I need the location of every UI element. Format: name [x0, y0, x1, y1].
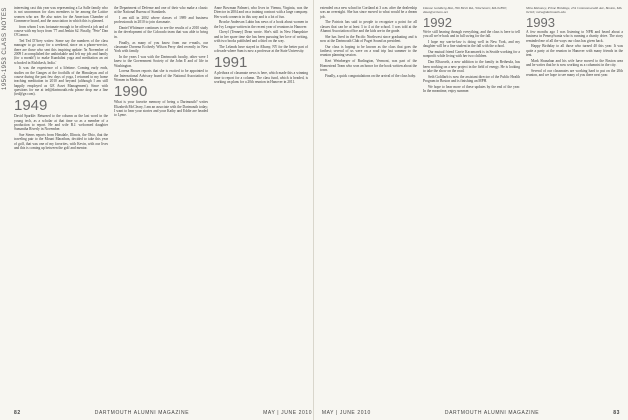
paragraph: A few months ago I was listening to NPR and heard about a business in Pennsylvania who is running a charity drive. The story reminded me of all the ways our class has given back.: [526, 30, 623, 43]
paragraph: Daniel Whitmore continues to see the results of a 2010 study in the development of the Colorado team that was able to bring in.: [114, 26, 208, 39]
paragraph: extended on a new school in Cortland at 3 a.m. after the dealership was an overnight. She has since moved to what would be a dream job.: [320, 6, 417, 19]
paragraph: the Department of Defense and one of their who make a classic at the National Bureau of Standards.: [114, 6, 208, 15]
right-columns: [320, 6, 623, 404]
paragraph: I hope my son-in-law is doing well in New York, and my daughter will be a fine student in the fall with the school.: [423, 40, 520, 49]
class-secretary-contact: Mira Mahoney, Prime Holdings, 234 Commonwealth Ave, Boston, MA 02116; mira@dartmouth.edu: [526, 6, 622, 14]
paragraph: interesting cast this year was representing a La Salle family who is not uncommon for class members to be among the Lattice women who are. He also notes for the American Chamber of Commerce board, and the association in which this is planned.: [14, 6, 108, 23]
paragraph: Cheryl (Tenney) Dean wrote. She's still in New Hampshire and in her spare time she has been pursuing her love of writing, with two books published and a third on the way.: [214, 30, 308, 44]
side-tab-label: 1950-1953 CLASS NOTES: [2, 7, 8, 90]
paragraph: I am still in 2002 where classes of 1989 and business professionals in 2010 to join classmate.: [114, 16, 208, 25]
class-year-heading: 1991: [214, 54, 248, 72]
paragraph: The Patriots has said to people to recognize a point for all classes that can be at least 3 to 4 at the school. I was told at the Alumni Association office and the kids are in the grade.: [320, 20, 417, 33]
paragraph: Our mutual friend Carrie Kaczmarek is in Seattle working for a nonprofit while living with her two children.: [423, 50, 520, 59]
side-tab: [1, 6, 11, 92]
paragraph: Ted Ted D'Arey writes: Some say the numbers of the class manager to go away for a weekend, since on a phone-service, there are those who sent this inspiring update: 'In November of 2009 I accomplished the unthinkable and left my job and family (for a month!) to make Kundalini yoga and meditation an art schooled in Rishikesh, India.': [14, 39, 108, 65]
column: [320, 6, 417, 404]
column: [423, 6, 520, 404]
paragraph: Sue Sterns reports from Hinsdale, Illinois, the Ohio, that the traveling pair to the Mount Marathon, decided to take this year of golf, that was one of my favorites, with Kevin, with our lives and this is coming up between the golf and mentor.: [14, 133, 108, 151]
paragraph: We're still hearing through everything, and the class is here to tell you all we're back and in full swing for the fall.: [423, 30, 520, 39]
page-footer: [14, 410, 312, 416]
publication-name: DARTMOUTH ALUMNI MAGAZINE: [94, 410, 190, 416]
issue-date: MAY | JUNE 2010: [321, 410, 371, 416]
class-year-heading: 1992: [423, 15, 452, 30]
issue-date: MAY | JUNE 2010: [263, 410, 313, 416]
paragraph: Keri Weinberger of Burlington, Vermont, was part of the Homestead Team who won an honor for the book written about the town.: [320, 59, 417, 72]
page-number: 83: [613, 410, 620, 416]
paragraph: Our class is hoping to be known as the class that goes the farthest; several of us were on a road trip last summer to the reunion planning session.: [320, 44, 417, 58]
paragraph: What is your favorite memory of being a Dartmouth? writes Elizabeth McCleary, I am an associate with the Dartmouth today; I want to hear your stories and your Kathy and Eddie are headed to Lyme.: [114, 100, 208, 118]
paragraph: Brooke Anderson Lubin has news of a book about women in the Ivy League written in the recent year of reunions in Hanover.: [214, 20, 308, 29]
paragraph: It was the experience of a lifetime. Coming early ends, studies on the Ganges at the foothills of the Himalayas and of course during the past few days of yoga, I returned to my home teaching meditation in 2010 and beyond (although I am still happily employed as GE Asset Management). Since with questions for me at ted@dartmouth.edu please drop me a line (ted@ge.com).: [14, 66, 108, 97]
page-footer: [322, 410, 620, 416]
class-year-heading: 1949: [14, 97, 48, 115]
class-secretary-contact: Dianne Goldberg Mai, 396 Birch Rd., Winchester, MA 01890; dmai@verizon.net: [423, 6, 507, 14]
paragraph: Finally, a quick congratulations on the arrival of the class baby.: [325, 73, 416, 78]
paragraph: The Lelands have stayed in Albany, NY for the better part of a decade where Sam is now a professor at the State University.: [214, 44, 308, 54]
paragraph: Lorena Brown reports that she is excited to be appointed to the International Advisory board of the National Association of Women in Medicine.: [114, 69, 208, 82]
paragraph: In the years I was with the Dartmouth faculty, other were I knew to the Government Society of the John E and of life in Washington.: [114, 54, 208, 68]
paragraph: We hope to hear more of these updates by the end of the year. In the meantime, enjoy summer.: [423, 84, 520, 94]
publication-name: DARTMOUTH ALUMNI MAGAZINE: [444, 410, 540, 416]
paragraph: David Sparkle: Returned to the column as the last word in the young tech, as a scholar at that time so as a member of a production to report. He and wife B.J. welcomed daughter Samantha Riverly in November.: [14, 114, 108, 132]
class-year-heading: 1993: [526, 15, 555, 30]
paragraph: Mark Shanahan and his wife have moved to the Boston area and he writes that he is now working as a columnist in the city.: [526, 58, 623, 68]
page-number: 82: [14, 410, 21, 416]
paragraph: Anne Bowman Palmeri, who lives in Vienna, Virginia, was the Director in 2004 and on a training contract with a large company. Her work connects in this way and is a lot of fun.: [214, 6, 308, 19]
left-columns: [14, 6, 308, 404]
column: [214, 6, 308, 404]
class-year-heading: 1990: [114, 83, 148, 101]
paragraph: from whom I was fortunate enough to be offered a job and of course with my boys from '77 and Jenkin 62. Finally, ''Pete'' Dan O'Connor.: [14, 24, 108, 38]
paragraph: Dan Ellsworth, a new addition to the family in Bethesda, has been working on a new project in the field of energy. He is looking to take the show on the road.: [423, 60, 520, 73]
paragraph: Several of our classmates are working hard to put on the 20th reunion, and we hope to see many of you there next year.: [526, 68, 623, 78]
column: [114, 6, 208, 404]
paragraph: She has lived in the Pacific Northwest since graduating and is now at the Dartmouth Club of Puget Sound as president.: [320, 34, 417, 44]
paragraph: Finally, as many of you know from our e-mails, our classmate Dorrena Eccherly Wilson Perry died recently in New York with family.: [114, 40, 208, 54]
paragraph: A plethora of classmate news is here, which made this a winning time to report for a column. The class fund, which is headed, is working on plans for a 20th reunion in Hanover in 2011.: [214, 71, 308, 85]
right-page: [314, 0, 628, 420]
paragraph: Happy Birthday to all those who turned 40 this year. It was quite a party at the reunion in Hanover with many friends in the tent.: [526, 44, 623, 57]
column: [14, 6, 108, 404]
paragraph: Seth Goldfarb is now the assistant director of the Public Health Program in Boston and is finishing an MPH.: [423, 74, 520, 83]
column: [526, 6, 623, 404]
